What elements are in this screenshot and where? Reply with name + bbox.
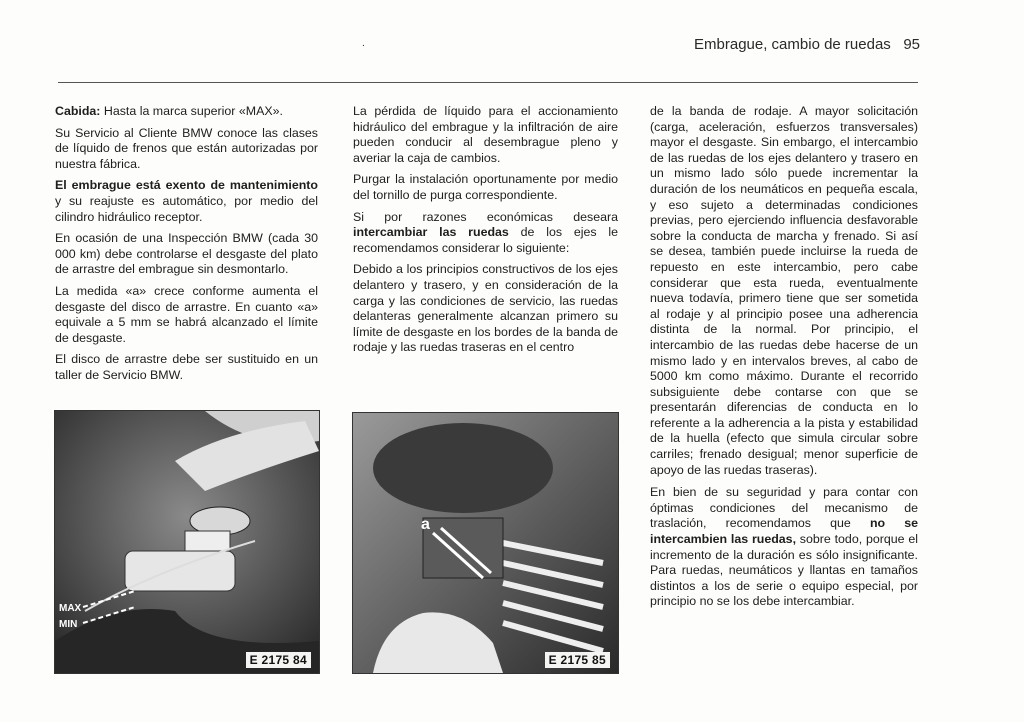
paragraph-capacity: [55, 104, 318, 120]
paragraph-clutch: [55, 178, 318, 225]
running-head: [694, 36, 920, 53]
photo-code-1: E 2175 84: [246, 652, 311, 668]
paragraph-disc: El disco de arrastre debe ser sustituido en un taller de Servicio BMW.: [55, 352, 318, 382]
measure-a-label: a: [421, 516, 430, 533]
wheel-swap-pre: Si por razones económicas deseara: [353, 209, 618, 224]
page-number: 95: [903, 36, 920, 53]
reservoir-illustration: [55, 411, 319, 673]
paragraph-safety: [650, 485, 918, 610]
photo-fluid-reservoir: [54, 410, 320, 674]
safety-pre: En bien de su seguridad y para contar con óptimas condiciones del mecanismo de traslación, recomendamos que: [650, 485, 918, 531]
safety-post: sobre todo, porque el incremento de la duración es sólo insignificante. Para ruedas, neumáticos y llantas en tamaños distintos a los de serie o equipo especial, por principio no se los debe intercambiar.: [650, 532, 918, 609]
wheel-swap-post: de los ejes le recomendamos considerar lo siguiente:: [353, 225, 618, 255]
capacity-lead: Cabida:: [55, 104, 101, 118]
paragraph-fluid-loss: La pérdida de líquido para el accionamiento hidráulico del embrague y la infiltración de aire pueden conducir al desembrague pleno y averiar la caja de cambios.: [353, 104, 618, 165]
column-3: [650, 104, 918, 617]
paragraph-measure: La medida «a» crece conforme aumenta el desgaste del disco de arrastre. En cuanto «a» equivale a 5 mm se habrá alcanzado el límite de desgaste.: [55, 283, 318, 345]
safety-bold: no se intercambien las ruedas,: [650, 516, 918, 547]
paragraph-wheel-swap: [353, 210, 618, 257]
paragraph-bleed: Purgar la instalación oportunamente por medio del tornillo de purga correspondiente.: [353, 172, 618, 202]
header-title: Embrague, cambio de ruedas: [694, 36, 891, 53]
capacity-text: Hasta la marca superior «MAX».: [100, 104, 283, 118]
paragraph-axles: Debido a los principios constructivos de los ejes delantero y trasero, y en consideración de la carga y las condiciones de servicio, las ruedas delanteras generalmente alcanzan primero su límite de desgaste en los bordes de la banda de rodaje y las ruedas traseras en el centro: [353, 262, 618, 355]
min-mark: MIN: [59, 619, 78, 630]
max-mark: MAX: [59, 603, 82, 614]
header-dot: .: [362, 38, 365, 49]
paragraph-tread: de la banda de rodaje. A mayor solicitación (carga, aceleración, esfuerzos transversales) mayor el desgaste. Sin embargo, el intercambio de las ruedas de los ejes delantero y trasero en un mismo lado sólo puede incrementar la duración de los neumáticos en pequeña escala, y eso sujeto a determinadas condiciones previas, pero ejerciendo influencia desfavorable sobre la conducta de marcha y frenado. Si así se desea, también puede incluirse la rueda de repuesto en este intercambio, pero cabe considerar que esta rueda, eventualmente nueva todavía, primero tiene que ser sometida al rodaje y al principio posee una adherencia distinta de la normal. Por principio, el intercambio de las ruedas debe hacerse de un mismo lado y en intervalos breves, al cabo de 5000 km como máximo. Durante el recorrido subsiguiente debe contarse con que se presentarán diferencias de conducta en lo referente a la adherencia a la pista y estabilidad de la huella (efecto que simula circular sobre carriles; frenado desigual; menor superficie de apoyo de las ruedas traseras).: [650, 104, 918, 477]
page-header: [0, 26, 1024, 58]
column-2: [353, 104, 618, 362]
clutch-lead: El embrague está exento de mantenimiento: [55, 178, 318, 193]
clutch-text: y su reajuste es automático, por medio del cilindro hidráulico receptor.: [55, 193, 318, 224]
photo-clutch-measure: [352, 412, 619, 674]
paragraph-service: Su Servicio al Cliente BMW conoce las clases de líquido de frenos que están autorizadas por nuestra fábrica.: [55, 125, 318, 171]
paragraph-inspection: En ocasión de una Inspección BMW (cada 30 000 km) debe controlarse el desgaste del plato de arrastre del embrague sin desmontarlo.: [55, 231, 318, 277]
column-1: [55, 104, 318, 390]
photo-code-2: E 2175 85: [545, 652, 610, 668]
wheel-swap-bold: intercambiar las ruedas: [353, 225, 509, 240]
header-rule: [58, 82, 918, 83]
clutch-illustration: [353, 413, 618, 673]
